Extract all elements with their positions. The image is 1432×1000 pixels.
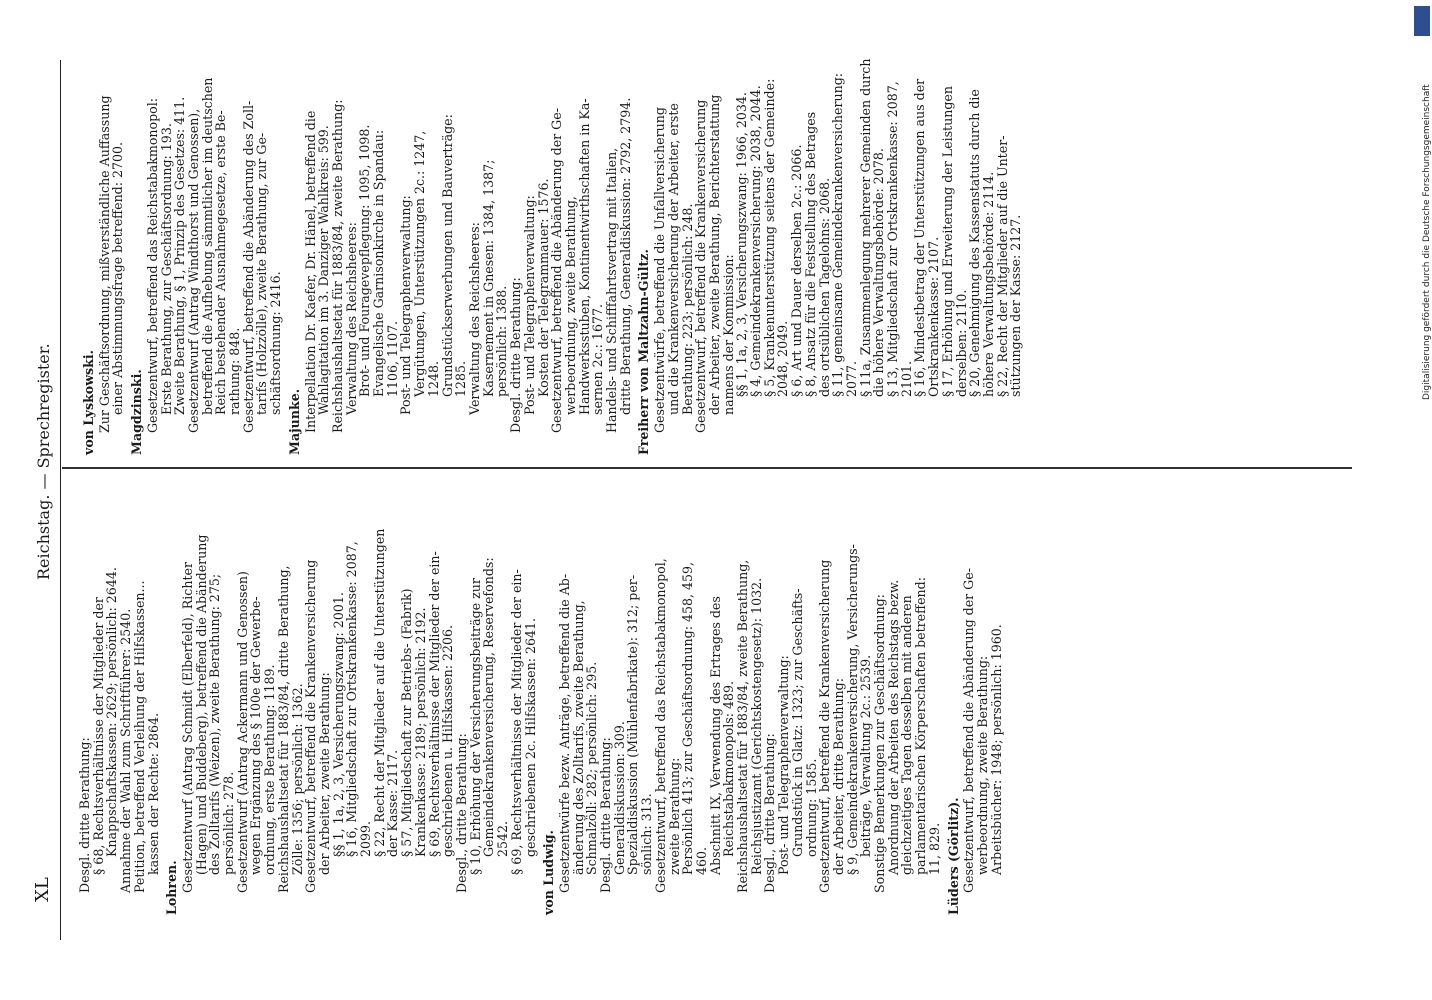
- index-entry: 460.: [693, 846, 709, 875]
- index-entry: Desgl., dritte Berathung:: [762, 733, 778, 893]
- index-entry: §§ 1, 1a, 2, 3, Versicherungszwang: 2001.: [330, 592, 346, 857]
- index-entry: namens der Kommission:: [720, 254, 736, 415]
- index-entry: §§ 1, 1a, 2, 3, Versicherungszwang: 1966, 2034.: [734, 92, 750, 397]
- index-entry: 1248.: [425, 360, 441, 397]
- index-entry: der Arbeiter, zweite Berathung:: [316, 672, 332, 875]
- index-entry: Verwaltung des Reichsheeres:: [343, 222, 359, 415]
- index-entry: Reich bestehender Ausnahmegesetze, erste Be-: [213, 110, 229, 415]
- index-entry: § 69, Rechtsverhältnisse der Mitglieder der ein-: [426, 551, 442, 857]
- index-entry: tarifs (Holzzölle), zweite Berathung, zur Ge-: [254, 132, 270, 415]
- credit-text: Digitalisierung gefördert durch die Deutsche Forschungsgemeinschaft: [1422, 84, 1432, 400]
- index-entry: Abschnitt IX, Verwendung des Ertrages des: [707, 596, 723, 875]
- speaker-heading: Lohren.: [164, 860, 180, 915]
- index-entry: § 9, Gemeindekrankenversicherung, Versicherungs-: [844, 544, 860, 875]
- index-entry: schäftsordnung: 2416.: [268, 271, 284, 415]
- index-entry: Handels- und Schifffahrtsvertrag mit Italien,: [604, 147, 620, 433]
- index-entry: änderung des Zolltarifs, zweite Berathung,: [570, 600, 586, 875]
- index-entry: Gesetzentwürfe, betreffend die Unfallversicherung: [652, 107, 668, 433]
- index-entry: Krankenkasse: 2189; persönlich: 2192.: [412, 607, 428, 857]
- credit-line: [1422, 84, 1432, 410]
- index-entry: Gesetzentwurf, betreffend die Krankenversicherung: [693, 99, 709, 433]
- index-entry: § 11a, Zusammenlegung mehrerer Gemeinden durch: [857, 58, 873, 397]
- index-entry: § 69, Rechtsverhältnisse der Mitglieder der ein-: [508, 569, 524, 875]
- index-entry: Berathung: 223; persönlich: 248.: [679, 203, 695, 415]
- index-entry: Petition, betreffend Verleihung der Hilfskassen...: [131, 580, 147, 893]
- index-entry: stützungen der Kasse: 2127.: [1008, 214, 1024, 397]
- index-entry: Persönlich 413; zur Geschäftsordnung: 458, 459,: [680, 561, 696, 875]
- index-entry: 2048, 2049.: [775, 320, 791, 397]
- dfg-logo: [1414, 6, 1430, 36]
- page-header: [30, 60, 61, 940]
- index-entry: 2077.: [843, 360, 859, 397]
- right-column: [78, 60, 1023, 455]
- index-entry: ordnung, erste Berathung: 1189.: [262, 664, 278, 875]
- index-entry: höhere Verwaltungsbehörde: 2114.: [981, 171, 996, 397]
- index-entry: Reichsjustizamt (Gerichtskostengesetz): 1032.: [748, 577, 764, 875]
- index-entry: rathung: 848.: [227, 327, 243, 415]
- index-entry: persönlich: 1388.: [494, 285, 510, 397]
- index-entry: Gesetzentwurf, betreffend die Krankenversicherung: [303, 559, 319, 893]
- index-entry: Spezialdiskussion (Mühlenfabrikate): 312; per-: [625, 574, 641, 875]
- index-entry: Generaldiskussion: 309.: [611, 721, 627, 875]
- index-entry: Sonstige Bemerkungen zur Geschäftsordnung:: [872, 594, 888, 893]
- index-entry: Erste Berathung, zur Geschäftsordnung: 193.: [158, 123, 174, 415]
- index-entry: 2542.: [495, 820, 511, 857]
- index-entry: werbeordnung, zweite Berathung,: [562, 196, 578, 415]
- index-entry: werbeordnung, zweite Berathung:: [975, 655, 990, 875]
- speaker-heading: Freiherr von Maltzahn-Gültz.: [636, 249, 652, 455]
- index-entry: Arbeitsbücher: 1948; persönlich: 1960.: [988, 624, 1004, 875]
- index-entry: der Arbeiter, dritte Berathung:: [830, 678, 846, 875]
- index-entry: Wahlagitation im 3. Danziger Wahlkreis: 599.: [316, 125, 332, 415]
- index-entry: der Kasse: 2117.: [385, 749, 401, 857]
- index-entry: Reichstabakmonopols: 489.: [721, 681, 737, 857]
- index-entry: beiträge, Verwaltung 2c.: 2539.: [858, 654, 874, 857]
- index-entry: Gesetzentwurf, betreffend die Abänderung der Ge-: [549, 108, 565, 433]
- index-entry: § 10, Erhöhung der Versicherungsbeiträge zur: [467, 578, 483, 875]
- speaker-heading: Lüders (Görlitz).: [945, 797, 961, 915]
- index-entry: Gemeindekrankenversicherung, Reservefonds:: [481, 557, 497, 857]
- index-entry: § 57, Mitgliedschaft zur Betriebs- (Fabrik): [399, 588, 415, 857]
- index-entry: dritte Berathung, Generaldiskussion: 2792, 2794.: [617, 97, 633, 415]
- index-entry: (Hagen) und Buddeberg), betreffend die Abänderung: [193, 534, 209, 875]
- digitization-sidebar: [1412, 0, 1432, 1000]
- index-entry: Gesetzentwurf, betreffend die Abänderung des Zoll-: [240, 100, 256, 433]
- index-entry: Gesetzentwürfe bezw. Anträge, betreffend die Ab-: [556, 573, 572, 893]
- index-entry: § 16, Mindestbetrag der Unterstützungen aus der: [912, 78, 928, 397]
- index-entry: Post- und Telegraphenverwaltung:: [398, 195, 414, 415]
- index-entry: der Arbeiter, zweite Berathung, Berichterstattung: [706, 94, 722, 415]
- index-entry: Vergütungen, Unterstützungen 2c.: 1247,: [412, 130, 428, 397]
- index-entry: Post- und Telegraphenverwaltung:: [776, 655, 792, 875]
- index-entry: Anordnung der Arbeiten des Reichstags bezw.: [885, 579, 901, 875]
- index-entry: § 17, Erhöhung und Erweiterung der Leistungen: [939, 86, 955, 397]
- index-entry: sönlich: 313.: [639, 793, 655, 875]
- index-entry: Desgl. dritte Berathung:: [598, 737, 614, 893]
- index-entry: § 5, Krankenunterstützung seitens der Gemeinde:: [761, 78, 777, 397]
- index-entry: Zweite Berathung, § 1, Prinzip des Gesetzes: 411.: [172, 96, 188, 415]
- index-entry: gleichzeitiges Tagen desselben mit anderen: [899, 595, 915, 875]
- index-entry: Handwerksstuben, Kontinentwirthschaften in Ka-: [576, 98, 592, 415]
- index-entry: Schmalzöll: 282; persönlich: 295.: [584, 661, 600, 875]
- index-entry: einer Abstimmungsfrage betreffend: 2700.: [110, 141, 126, 415]
- index-entry: Kasernement in Gnesen: 1384, 1387;: [480, 159, 496, 397]
- index-entry: Desgl. dritte Berathung:: [508, 277, 524, 433]
- index-entry: des ortsüblichen Tagelohns: 2068.: [816, 177, 832, 397]
- index-entry: ordnung: 1585.: [803, 758, 819, 857]
- index-entry: Gesetzentwurf, betreffend das Reichstabakmonopol,: [652, 558, 668, 893]
- index-entry: Gesetzentwurf, betreffend die Krankenversicherung: [817, 559, 833, 893]
- index-entry: § 4, Gemeindekrankenversicherung: 2038, 2044.: [748, 85, 764, 397]
- index-entry: Knappschaftskassen: 2629; persönlich: 2644.: [104, 567, 120, 857]
- index-entry: derselben: 2110.: [953, 289, 969, 397]
- index-entry: Verwaltung des Reichsheeres:: [466, 222, 482, 415]
- index-entry: Grundstück in Glatz: 1323; zur Geschäfts-: [789, 588, 805, 857]
- index-entry: § 22, Recht der Mitglieder auf die Unterstützungen: [371, 528, 387, 857]
- index-entry: Desgl., dritte Berathung:: [453, 733, 469, 893]
- index-entry: Reichshaushaltsetat für 1883/84, dritte Berathung,: [275, 565, 291, 893]
- index-entry: 1285.: [453, 360, 469, 397]
- index-entry: Kosten der Telegrammauer: 1576.: [535, 178, 551, 397]
- index-entry: geschriebenen u. Hilfskassen: 2206.: [440, 624, 456, 857]
- index-entry: Desgl. dritte Berathung:: [77, 737, 92, 893]
- index-entry: parlamentarischen Körperschaften betreffend:: [913, 577, 929, 875]
- index-entry: Gesetzentwurf (Antrag Ackermann und Genossen): [234, 571, 250, 893]
- speaker-heading: Magdzinski.: [129, 369, 145, 455]
- speaker-heading: Majunke.: [286, 388, 302, 455]
- speaker-heading: von Lyskowski.: [81, 349, 96, 455]
- index-entry: § 6, Art und Dauer derselben 2c.: 2066.: [789, 144, 805, 397]
- index-entry: Reichshaushaltsetat für 1883/84, zweite Berathung,: [735, 559, 751, 893]
- index-entry: wegen Ergänzung des § 100e der Gewerbe-: [248, 596, 264, 875]
- index-entry: 11, 829.: [926, 822, 942, 875]
- index-entry: § 68, Rechtsverhältnisse der Mitglieder der: [90, 597, 106, 875]
- index-entry: geschriebenen 2c. Hilfskassen: 2641.: [522, 618, 538, 857]
- index-entry: Gesetzentwurf (Antrag Schmidt (Elberfeld), Richter: [179, 562, 195, 893]
- running-title: Reichstag. — Sprechregister.: [34, 343, 53, 580]
- index-entry: § 11, gemeinsame Gemeindekrankenversicherung:: [830, 72, 846, 397]
- index-entry: Zölle: 1356; persönlich: 1362.: [289, 683, 305, 875]
- index-entry: Brot- und Fouragevepflegung: 1095, 1098.: [357, 124, 373, 397]
- index-entry: Zur Geschäftsordnung, mißverständliche Auffassung: [96, 95, 112, 433]
- index-entry: Reichshaushaltsetat für 1883/84, zweite Berathung:: [329, 99, 345, 433]
- index-entry: zweite Berathung:: [666, 757, 682, 875]
- index-entry: 2101.: [898, 360, 914, 397]
- index-entry: des Zolltarifs (Weizen), zweite Berathung: 275;: [207, 573, 223, 875]
- index-entry: die höhere Verwaltungsbehörde: 2078.: [871, 148, 887, 397]
- index-entry: sernen 2c.: 1677.: [590, 304, 606, 415]
- index-entry: Gesetzentwurf, betreffend das Reichstabakmonopol:: [144, 97, 160, 433]
- index-entry: Evangelische Garnisonkirche in Spandau:: [371, 129, 387, 397]
- index-entry: § 16, Mitgliedschaft zur Ortskrankenkasse: 2087,: [344, 541, 360, 857]
- left-column: [78, 475, 1003, 915]
- index-entry: § 13, Mitgliedschaft zur Ortskrankenkasse: 2087,: [885, 81, 901, 397]
- page-number: XL: [32, 877, 53, 902]
- index-entry: § 22, Recht der Mitglieder auf die Unter-: [994, 135, 1010, 397]
- index-entry: persönlich: 278.: [221, 771, 237, 875]
- index-entry: Gesetzentwurf, betreffend die Abänderung der Ge-: [961, 568, 977, 893]
- index-entry: Gesetzentwurf (Antrag Windthorst und Genossen),: [185, 108, 201, 433]
- index-entry: Interpellation Dr. Kaefer, Dr. Hänel, betreffend die: [302, 110, 318, 433]
- index-entry: betreffend die Aufhebung sämmtlicher im deutschen: [199, 77, 215, 415]
- index-entry: 2099.: [358, 820, 374, 857]
- index-entry: Ortskrankenkasse: 2107.: [926, 236, 942, 397]
- index-entry: Grundstückserwerbungen und Bauverträge:: [439, 114, 455, 397]
- index-entry: 1106, 1107.: [384, 320, 400, 397]
- index-entry: § 8, Ansatz für die Feststellung des Betrages: [802, 111, 818, 397]
- index-entry: kassen der Rechte: 2864.: [145, 712, 161, 875]
- index-entry: Annahme der Wahl zum Schriftführer: 2540.: [118, 608, 134, 893]
- index-entry: Post- und Telegraphenverwaltung:: [521, 195, 537, 415]
- speaker-heading: von Ludwig.: [541, 830, 557, 915]
- index-entry: und die Krankenversicherung der Arbeiter, erste: [665, 103, 681, 415]
- index-entry: § 20, Genehmigung des Kassenstatuts durch die: [967, 89, 983, 397]
- column-divider: [62, 468, 1352, 470]
